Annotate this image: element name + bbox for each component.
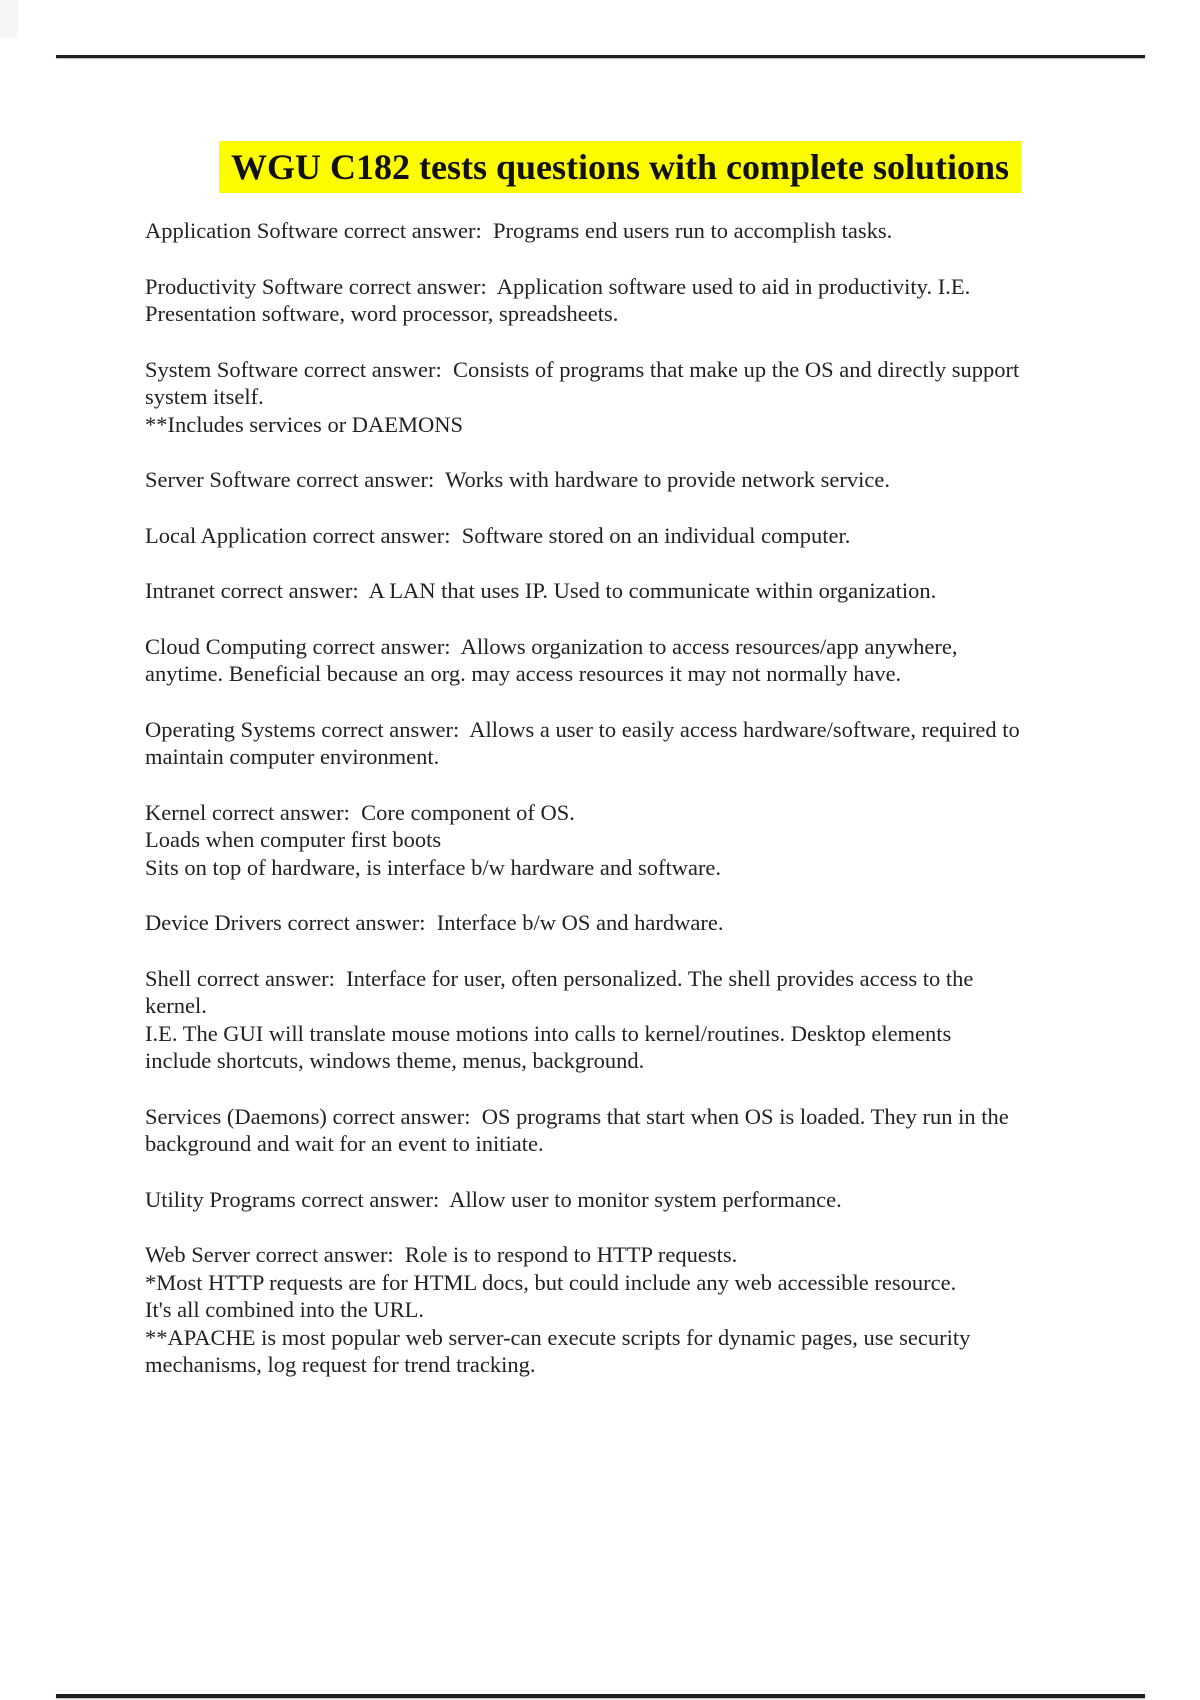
text-line: Presentation software, word processor, spreadsheets. (145, 301, 619, 326)
text-line: Loads when computer first boots (145, 827, 442, 852)
title-row (145, 141, 1095, 193)
paragraph (145, 965, 1095, 1075)
paragraph (145, 577, 1095, 605)
text-line: Sits on top of hardware, is interface b/w hardware and software. (145, 854, 722, 880)
paragraph (145, 1241, 1095, 1379)
text-line: It's all combined into the URL. (145, 1297, 425, 1322)
text-line: background and wait for an event to initiate. (145, 1131, 544, 1156)
text-line: Device Drivers correct answer: Interface b/w OS and hardware. (145, 910, 724, 935)
text-line: Application Software correct answer: Programs end users run to accomplish tasks. (145, 218, 893, 243)
text-line: I.E. The GUI will translate mouse motions into calls to kernel/routines. Desktop elements (145, 1020, 952, 1046)
paragraph (145, 1103, 1095, 1158)
text-line: **Includes services or DAEMONS (145, 411, 464, 437)
paragraph (145, 909, 1095, 937)
text-line: Services (Daemons) correct answer: OS programs that start when OS is loaded. They run in the (145, 1103, 1009, 1129)
text-line: maintain computer environment. (145, 744, 440, 769)
top-rule (56, 55, 1145, 58)
text-line: kernel. (145, 993, 207, 1018)
paragraph (145, 466, 1095, 494)
document-content (145, 141, 1095, 1407)
text-line: **APACHE is most popular web server-can execute scripts for dynamic pages, use security (145, 1324, 971, 1350)
text-line: Productivity Software correct answer: Application software used to aid in productivity. I.E. (145, 273, 971, 299)
paragraph (145, 633, 1095, 688)
text-line: Shell correct answer: Interface for user, often personalized. The shell provides access to the (145, 965, 974, 991)
text-line: mechanisms, log request for trend tracking. (145, 1352, 536, 1377)
text-line: Kernel correct answer: Core component of OS. (145, 799, 575, 825)
text-line: Web Server correct answer: Role is to respond to HTTP requests. (145, 1242, 738, 1267)
paragraph (145, 1186, 1095, 1214)
text-line: Local Application correct answer: Software stored on an individual computer. (145, 522, 851, 548)
paragraph (145, 522, 1095, 550)
paragraph (145, 356, 1095, 439)
paragraph (145, 716, 1095, 771)
text-line: *Most HTTP requests are for HTML docs, but could include any web accessible resource. (145, 1269, 957, 1295)
text-line: include shortcuts, windows theme, menus, background. (145, 1048, 645, 1073)
text-line: Server Software correct answer: Works with hardware to provide network service. (145, 467, 891, 492)
text-line: Operating Systems correct answer: Allows a user to easily access hardware/software, required to (145, 716, 1020, 742)
scan-artifact (0, 0, 18, 38)
text-line: anytime. Beneficial because an org. may access resources it may not normally have. (145, 661, 902, 686)
document-title: WGU C182 tests questions with complete solutions (219, 141, 1021, 193)
paragraph (145, 799, 1095, 882)
document-body (145, 217, 1095, 1379)
paragraph (145, 217, 1095, 245)
text-line: Intranet correct answer: A LAN that uses IP. Used to communicate within organization. (145, 578, 937, 603)
paragraph (145, 273, 1095, 328)
text-line: system itself. (145, 384, 264, 409)
text-line: System Software correct answer: Consists of programs that make up the OS and directly support (145, 356, 1020, 382)
bottom-rule (56, 1694, 1145, 1698)
text-line: Cloud Computing correct answer: Allows organization to access resources/app anywhere, (145, 633, 958, 659)
text-line: Utility Programs correct answer: Allow user to monitor system performance. (145, 1186, 842, 1212)
